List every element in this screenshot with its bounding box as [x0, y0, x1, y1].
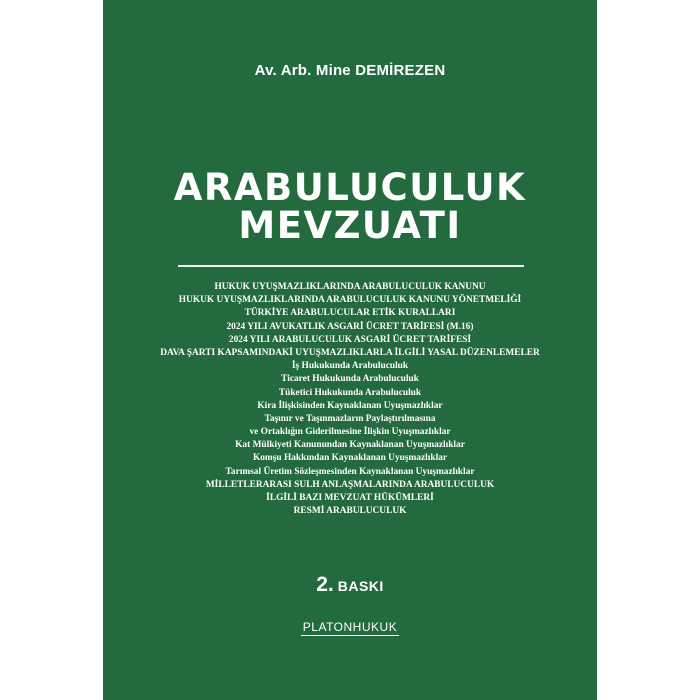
- edition-label: [103, 573, 597, 597]
- author-name: Av. Arb. Mine DEMİREZEN: [254, 62, 446, 79]
- contents-item: İş Hukukunda Arabuluculuk: [291, 361, 409, 372]
- publisher-name: PLATONHUKUK: [302, 620, 398, 634]
- edition-word: BASKI: [337, 578, 384, 594]
- contents-item: 2024 YILI AVUKATLIK ASGARİ ÜCRET TARİFESİ (M.16): [226, 321, 474, 332]
- contents-item: Tarımsal Üretim Sözleşmesinden Kaynaklanan Uyuşmazlıklar: [225, 466, 475, 477]
- contents-item: Komşu Hakkından Kaynaklanan Uyuşmazlıklar: [252, 453, 448, 464]
- contents-list: [103, 281, 597, 518]
- contents-item: HUKUK UYUŞMAZLIKLARINDA ARABULUCULUK KANUNU: [214, 282, 486, 292]
- contents-item: İLGİLİ BAZI MEVZUAT HÜKÜMLERİ: [266, 493, 434, 503]
- contents-item: 2024 YILI ARABULUCULUK ASGARİ ÜCRET TARİFESİ: [228, 334, 472, 345]
- title-line-2: MEVZUATI: [238, 204, 462, 247]
- contents-item: ve Ortaklığın Giderilmesine İlişkin Uyuşmazlıklar: [249, 427, 451, 438]
- contents-item: TÜRKİYE ARABULUCULAR ETİK KURALLARI: [244, 308, 456, 319]
- contents-item: HUKUK UYUŞMAZLIKLARINDA ARABULUCULUK KANUNU YÖNETMELİĞİ: [178, 295, 522, 306]
- edition-number: 2.: [316, 573, 334, 596]
- book-cover: [103, 0, 597, 700]
- publisher-logo: [103, 620, 597, 636]
- title-divider: [178, 265, 524, 267]
- contents-item: Kira İlişkisinden Kaynaklanan Uyuşmazlıklar: [257, 400, 443, 411]
- contents-item: Tüketici Hukukunda Arabuluculuk: [278, 387, 422, 398]
- contents-item: MİLLETLERARASI SULH ANLAŞMALARINDA ARABULUCULUK: [205, 479, 495, 490]
- contents-item: DAVA ŞARTI KAPSAMINDAKİ UYUŞMAZLIKLARLA İLGİLİ YASAL DÜZENLEMELER: [160, 347, 540, 358]
- contents-item: Taşınır ve Taşınmazların Paylaştırılmasına: [264, 413, 436, 424]
- contents-item: Ticaret Hukukunda Arabuluculuk: [281, 374, 419, 385]
- contents-item: RESMİ ARABULUCULUK: [293, 506, 407, 517]
- contents-item: Kat Mülkiyeti Kanunundan Kaynaklanan Uyuşmazlıklar: [235, 440, 465, 451]
- title-line-1: ARABULUCULUK: [173, 166, 527, 209]
